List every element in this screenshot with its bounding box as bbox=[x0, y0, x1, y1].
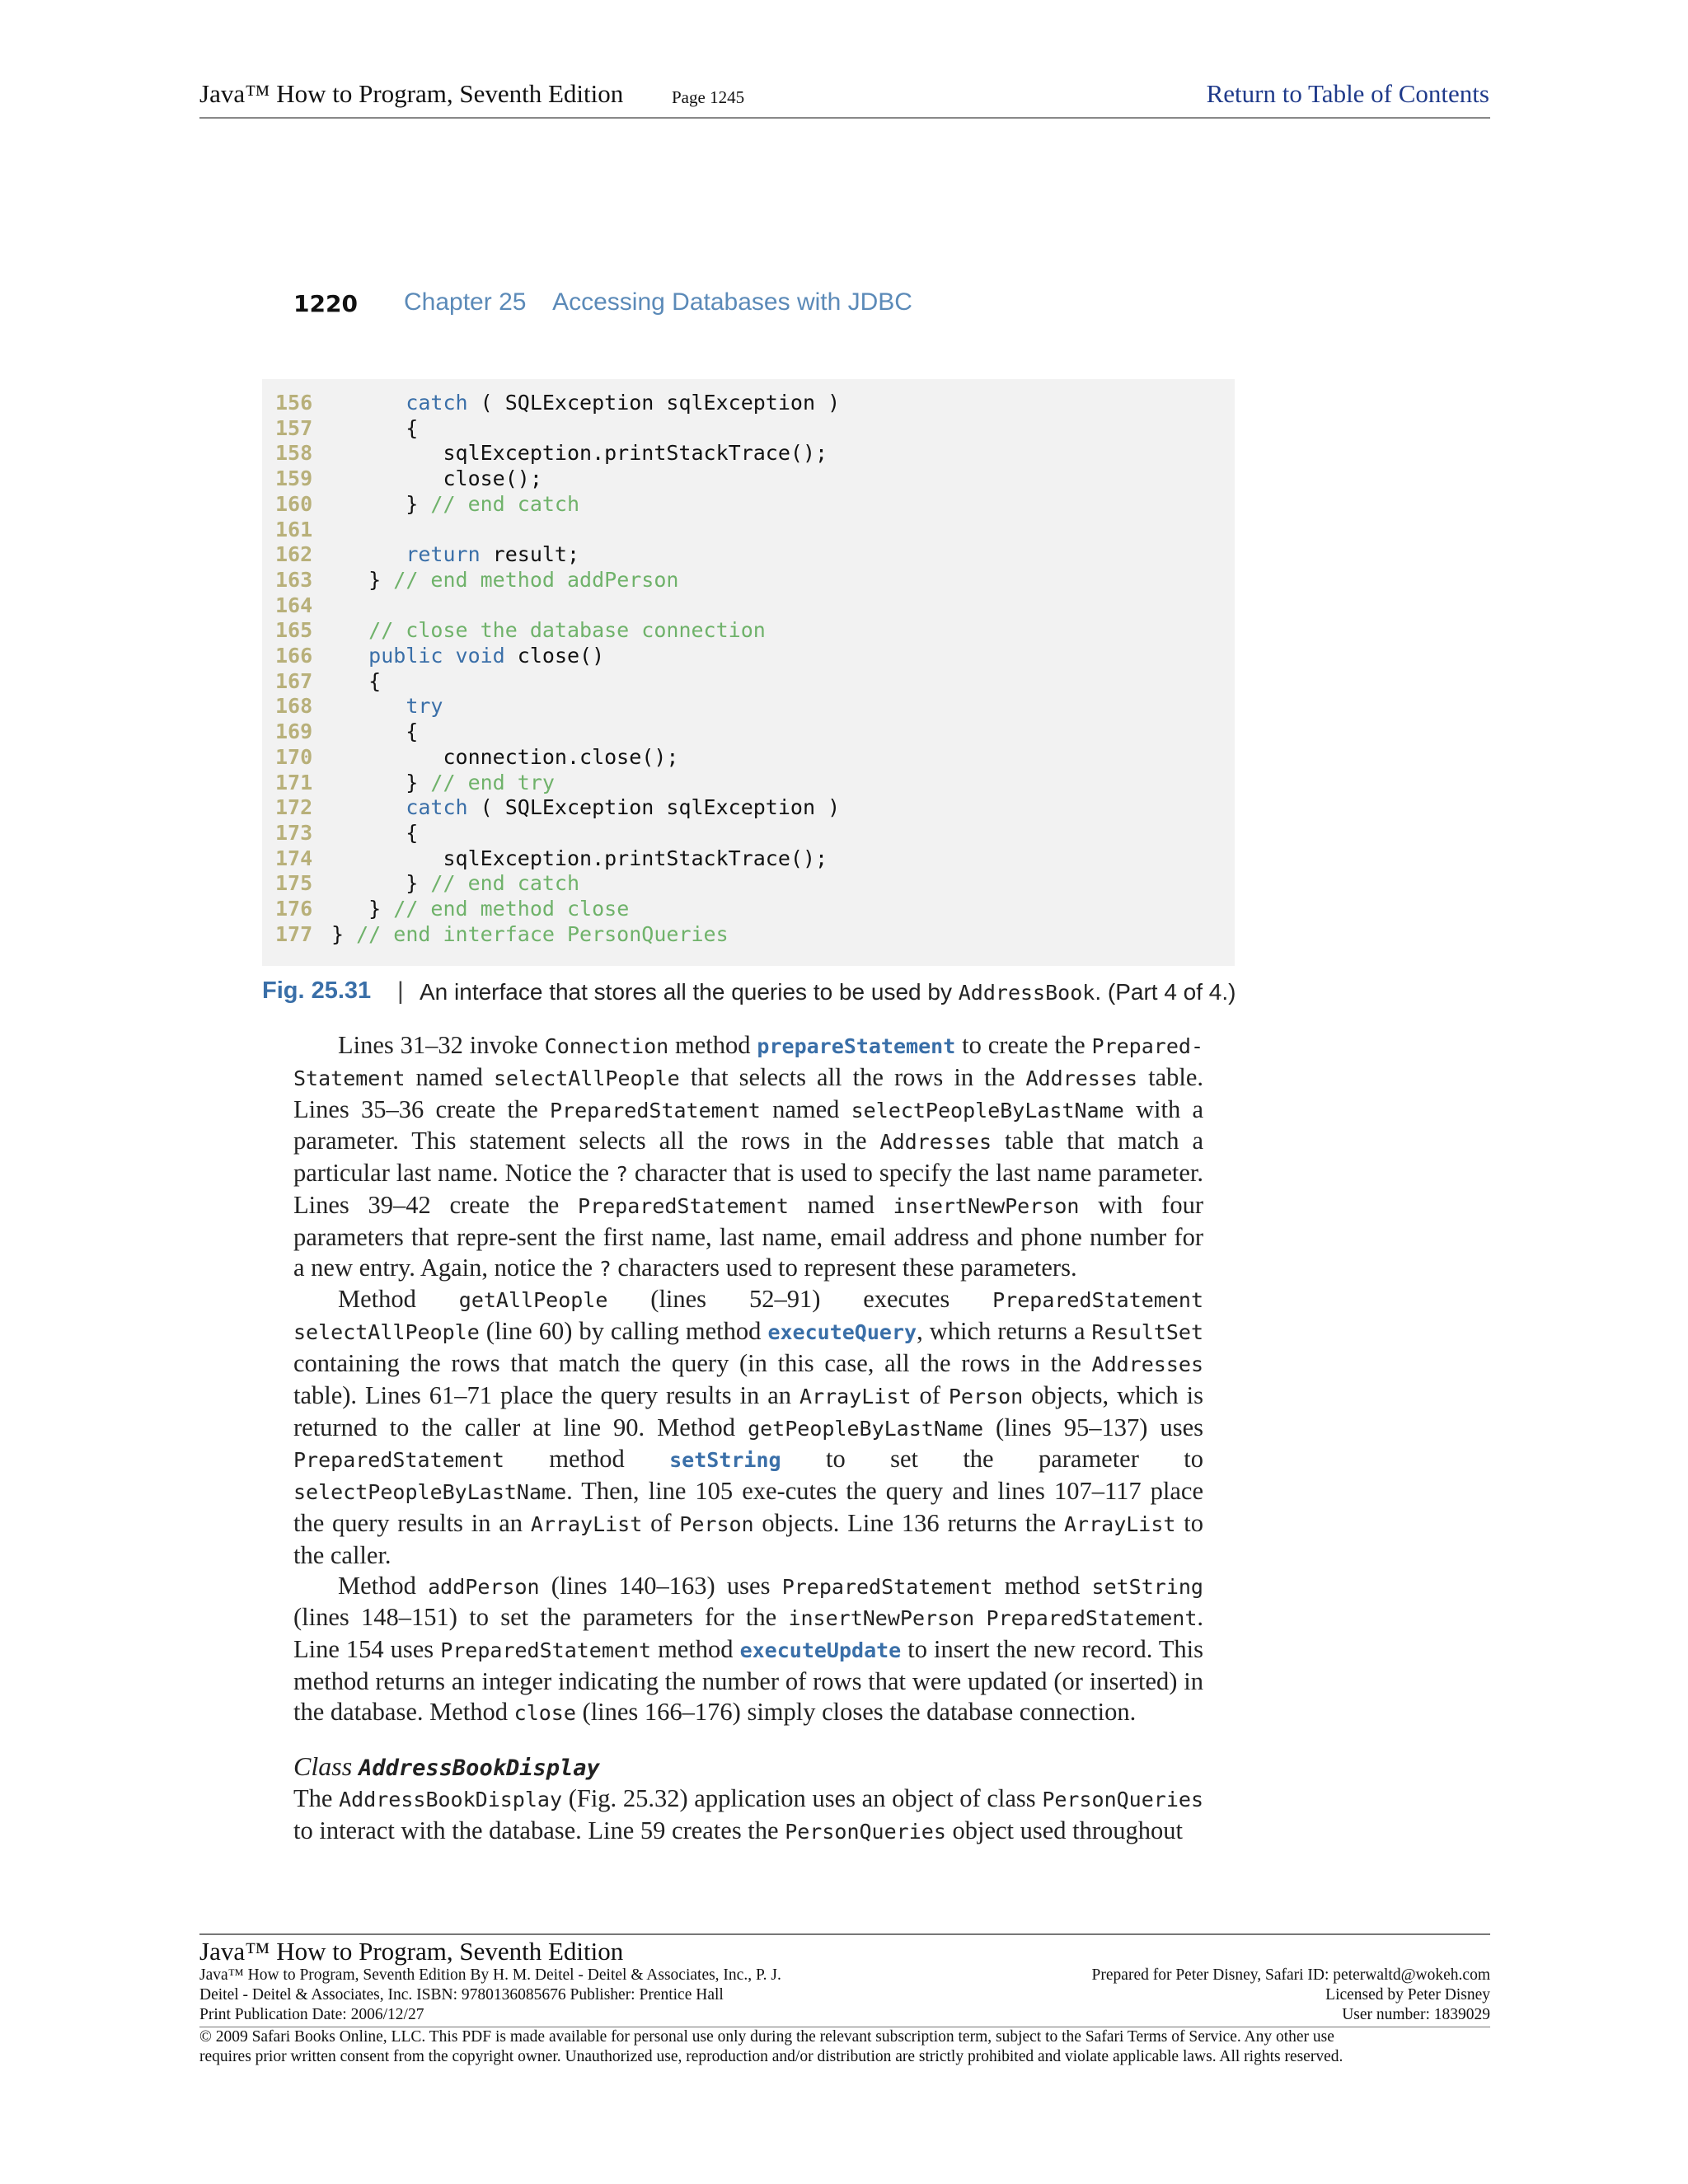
code-comment: // end method close bbox=[393, 897, 630, 921]
text-run: method bbox=[992, 1571, 1092, 1600]
code-line bbox=[275, 542, 579, 567]
code-text: result; bbox=[480, 542, 580, 567]
text-run: to insert the new record. This method returns an integer indicating the number of rows that were updated (or inserted) in the database. Method bbox=[293, 1635, 1203, 1726]
code-line bbox=[275, 922, 729, 947]
figure-caption bbox=[420, 979, 1236, 1005]
code-line bbox=[275, 518, 331, 542]
text-run: named bbox=[405, 1062, 494, 1091]
inline-code: Addresses bbox=[1025, 1066, 1137, 1090]
code-text bbox=[331, 694, 406, 718]
inline-code: PersonQueries bbox=[785, 1820, 946, 1844]
inline-code: close bbox=[513, 1700, 576, 1725]
code-line bbox=[275, 745, 678, 770]
text-run: table that match a particular last name. Notice the bbox=[293, 1127, 1203, 1188]
code-text bbox=[331, 618, 368, 642]
code-text bbox=[331, 795, 406, 819]
text-run: . Line 154 uses bbox=[293, 1603, 1204, 1664]
footer-divider bbox=[199, 1933, 1490, 1935]
text-run: . Then, line 105 exe-cutes the query and lines 107–117 place the query results in an bbox=[293, 1477, 1203, 1537]
line-number: 161 bbox=[275, 517, 313, 541]
code-text bbox=[331, 644, 368, 668]
paragraph bbox=[293, 1030, 1203, 1284]
line-number: 175 bbox=[275, 871, 313, 896]
code-keyword: catch bbox=[406, 795, 468, 820]
inline-code: addPerson bbox=[428, 1574, 540, 1599]
text-run: (line 60) by calling method bbox=[479, 1317, 768, 1346]
code-comment: // end catch bbox=[430, 491, 580, 516]
book-chapter-title: Chapter 25 Accessing Databases with JDBC bbox=[404, 288, 912, 316]
text-run: with four parameters that repre-sent the first name, last name, email address and phone number for a new entry. Again, notice the bbox=[293, 1190, 1203, 1282]
inline-code: insertNewPerson bbox=[893, 1193, 1080, 1218]
code-line bbox=[275, 897, 629, 921]
line-number: 164 bbox=[275, 593, 313, 617]
code-comment: // close the database connection bbox=[368, 618, 766, 643]
code-keyword: public void bbox=[368, 644, 505, 668]
code-keyword: return bbox=[406, 542, 481, 567]
code-text: close() bbox=[504, 644, 605, 668]
text-run: , which returns a bbox=[917, 1317, 1092, 1346]
line-number: 158 bbox=[275, 441, 313, 466]
inline-code: PersonQueries bbox=[1042, 1788, 1203, 1812]
footer-copyright-line: requires prior written consent from the copyright owner. Unauthorized use, reproduction and/or distribution are strictly prohibited and violate applicable laws. All rights reserved. bbox=[199, 2048, 1343, 2065]
text-run: table. Lines 35–36 create the bbox=[293, 1062, 1203, 1123]
text-run: object used throughout bbox=[945, 1816, 1184, 1845]
code-text: connection.close(); bbox=[331, 744, 679, 769]
line-number: 173 bbox=[275, 820, 313, 845]
inline-code: PreparedStatement bbox=[578, 1193, 789, 1218]
code-text: sqlException.printStackTrace(); bbox=[331, 441, 828, 466]
code-text: sqlException.printStackTrace(); bbox=[331, 846, 828, 870]
inline-code-highlight: prepareStatement bbox=[757, 1034, 956, 1058]
footer-publication-line: Deitel - Deitel & Associates, Inc. ISBN: 9780136085676 Publisher: Prentice Hall bbox=[199, 1986, 724, 2004]
text-run: (lines 166–176) simply closes the database connection. bbox=[575, 1697, 1137, 1726]
inline-code: PreparedStatement bbox=[986, 1606, 1198, 1631]
text-run: objects, which is returned to the caller at line 90. Method bbox=[293, 1380, 1203, 1441]
text-run: of bbox=[911, 1380, 949, 1409]
code-line bbox=[275, 492, 579, 517]
paragraph bbox=[293, 1571, 1203, 1729]
inline-code: selectAllPeople bbox=[493, 1066, 680, 1090]
code-line bbox=[275, 441, 828, 466]
inline-code: PreparedStatement bbox=[293, 1448, 504, 1473]
code-line bbox=[275, 466, 542, 491]
line-number: 176 bbox=[275, 897, 313, 921]
line-number: 177 bbox=[275, 921, 313, 946]
text-run: that selects all the rows in the bbox=[679, 1062, 1026, 1091]
code-line bbox=[275, 391, 840, 415]
code-text: } bbox=[331, 491, 431, 516]
text-run: to set the parameter to bbox=[781, 1445, 1203, 1474]
figure-label: Fig. 25.31 bbox=[262, 977, 372, 1004]
text-run: The bbox=[293, 1784, 340, 1813]
code-text: ( SQLException sqlException ) bbox=[467, 391, 841, 415]
inline-code: selectPeopleByLastName bbox=[293, 1480, 567, 1505]
code-text: } bbox=[331, 897, 394, 921]
code-text bbox=[331, 542, 406, 566]
footer-license-line: User number: 1839029 bbox=[1342, 2006, 1490, 2023]
code-line bbox=[275, 416, 418, 441]
inline-code: Prepared-Statement bbox=[293, 1034, 1203, 1090]
inline-code-highlight: setString bbox=[669, 1448, 781, 1473]
text-run: with a parameter. This statement selects all the rows in the bbox=[293, 1094, 1203, 1155]
section-heading bbox=[293, 1751, 1203, 1784]
inline-code: Addresses bbox=[879, 1130, 992, 1155]
inline-code: PreparedStatement bbox=[781, 1574, 993, 1599]
line-number: 162 bbox=[275, 542, 313, 567]
text-run bbox=[974, 1603, 986, 1631]
header-page-number: Page 1245 bbox=[672, 87, 745, 107]
code-comment: // end catch bbox=[430, 871, 580, 896]
inline-code: ArrayList bbox=[799, 1384, 912, 1408]
line-number: 166 bbox=[275, 644, 313, 668]
inline-code: Person bbox=[948, 1384, 1024, 1408]
footer-book-title: Java™ How to Program, Seventh Edition bbox=[199, 1937, 624, 1966]
text-run: character that is used to specify the last name parameter. Lines 39–42 create the bbox=[293, 1159, 1204, 1219]
figure-separator: | bbox=[397, 977, 404, 1005]
text-run: to create the bbox=[955, 1031, 1092, 1059]
inline-code: PreparedStatement bbox=[549, 1098, 761, 1122]
line-number: 165 bbox=[275, 618, 313, 643]
text-run: containing the rows that match the query (in this case, all the rows in the bbox=[293, 1348, 1092, 1377]
caption-text-end: . (Part 4 of 4.) bbox=[1095, 979, 1236, 1005]
header-book-title: Java™ How to Program, Seventh Edition bbox=[199, 79, 624, 108]
code-comment: // end try bbox=[430, 770, 555, 794]
line-number: 156 bbox=[275, 391, 313, 415]
inline-code: selectPeopleByLastName bbox=[851, 1098, 1124, 1122]
code-line bbox=[275, 618, 766, 643]
section-heading-prefix: Class bbox=[293, 1750, 359, 1781]
line-number: 157 bbox=[275, 415, 313, 440]
footer-publication-line: Print Publication Date: 2006/12/27 bbox=[199, 2006, 424, 2023]
text-run: Method bbox=[338, 1285, 459, 1314]
text-run: named bbox=[760, 1094, 851, 1123]
inline-code: AddressBookDisplay bbox=[339, 1788, 563, 1812]
line-number: 159 bbox=[275, 466, 313, 491]
inline-code: ResultSet bbox=[1091, 1320, 1204, 1345]
inline-code: ? bbox=[615, 1162, 628, 1187]
text-run: table). Lines 61–71 place the query results in an bbox=[293, 1380, 800, 1409]
code-keyword: catch bbox=[406, 391, 468, 415]
text-run: Lines 31–32 invoke bbox=[338, 1031, 545, 1059]
inline-code: getPeopleByLastName bbox=[748, 1416, 984, 1441]
line-number: 174 bbox=[275, 846, 313, 870]
line-number: 160 bbox=[275, 491, 313, 516]
text-run: objects. Line 136 returns the bbox=[753, 1508, 1064, 1537]
code-text: } bbox=[331, 770, 431, 794]
code-text: { bbox=[331, 820, 419, 845]
code-comment: // end interface PersonQueries bbox=[356, 921, 729, 946]
code-text: } bbox=[331, 871, 431, 896]
header-divider bbox=[199, 117, 1490, 119]
inline-code: ? bbox=[598, 1256, 612, 1281]
code-line bbox=[275, 719, 418, 744]
code-line bbox=[275, 669, 381, 694]
code-line bbox=[275, 694, 443, 719]
code-keyword: try bbox=[406, 694, 443, 719]
line-number: 170 bbox=[275, 744, 313, 769]
code-comment: // end method addPerson bbox=[393, 567, 679, 592]
paragraph bbox=[293, 1284, 1203, 1570]
code-line bbox=[275, 593, 331, 618]
inline-code: ArrayList bbox=[530, 1511, 643, 1536]
table-of-contents-link[interactable]: Return to Table of Contents bbox=[1206, 79, 1489, 108]
inline-code: setString bbox=[1091, 1574, 1203, 1599]
inline-code: selectAllPeople bbox=[293, 1320, 480, 1345]
line-number: 163 bbox=[275, 567, 313, 592]
book-page-number: 1220 bbox=[293, 290, 358, 317]
caption-code: AddressBook bbox=[958, 981, 1095, 1005]
code-text: } bbox=[331, 567, 394, 592]
text-run: named bbox=[788, 1190, 893, 1219]
text-run: of bbox=[642, 1508, 680, 1537]
inline-code-highlight: executeUpdate bbox=[739, 1638, 902, 1663]
inline-code: insertNewPerson bbox=[788, 1606, 975, 1631]
inline-code: Addresses bbox=[1091, 1352, 1203, 1376]
body-text bbox=[293, 1030, 1203, 1848]
inline-code: ArrayList bbox=[1064, 1511, 1176, 1536]
code-text: } bbox=[331, 921, 357, 946]
inline-code: Person bbox=[679, 1511, 754, 1536]
code-text: { bbox=[331, 415, 419, 440]
footer-license-line: Prepared for Peter Disney, Safari ID: peterwaltd@wokeh.com bbox=[1091, 1966, 1490, 1984]
code-line bbox=[275, 644, 604, 668]
text-run: Method bbox=[338, 1571, 429, 1600]
text-run: (lines 95–137) uses bbox=[983, 1413, 1203, 1441]
code-text: { bbox=[331, 719, 419, 744]
code-line bbox=[275, 795, 840, 820]
section-heading-code: AddressBookDisplay bbox=[359, 1755, 600, 1781]
text-run: method bbox=[668, 1031, 757, 1059]
text-run: (Fig. 25.32) application uses an object of class bbox=[562, 1784, 1043, 1813]
text-run: characters used to represent these parameters. bbox=[611, 1253, 1077, 1282]
line-number: 167 bbox=[275, 668, 313, 693]
footer-publication-line: Java™ How to Program, Seventh Edition By H. M. Deitel - Deitel & Associates, Inc., P. J. bbox=[199, 1966, 781, 1984]
text-run: method bbox=[651, 1635, 740, 1664]
inline-code-highlight: executeQuery bbox=[767, 1320, 917, 1345]
text-run: to interact with the database. Line 59 creates the bbox=[293, 1816, 785, 1845]
text-run: to the caller. bbox=[293, 1508, 1203, 1569]
section-paragraph bbox=[293, 1783, 1203, 1848]
code-line bbox=[275, 871, 579, 896]
footer-copyright-line: © 2009 Safari Books Online, LLC. This PDF is made available for personal use only during the relevant subscription term, subject to the Safari Terms of Service. Any other use bbox=[199, 2028, 1334, 2046]
inline-code: Connection bbox=[544, 1034, 669, 1058]
inline-code: PreparedStatement bbox=[992, 1288, 1203, 1313]
text-run: (lines 52–91) executes bbox=[607, 1285, 993, 1314]
line-number: 169 bbox=[275, 719, 313, 744]
line-number: 171 bbox=[275, 770, 313, 794]
code-line bbox=[275, 771, 555, 795]
caption-text: An interface that stores all the queries to be used by bbox=[420, 979, 959, 1005]
line-number: 168 bbox=[275, 694, 313, 719]
code-line bbox=[275, 568, 678, 593]
code-line bbox=[275, 846, 828, 871]
code-text: { bbox=[331, 668, 382, 693]
code-text bbox=[331, 391, 406, 415]
code-text: ( SQLException sqlException ) bbox=[467, 795, 841, 820]
code-text: close(); bbox=[331, 466, 542, 491]
line-number: 172 bbox=[275, 795, 313, 820]
text-run: (lines 140–163) uses bbox=[539, 1571, 782, 1600]
inline-code: PreparedStatement bbox=[440, 1638, 652, 1663]
inline-code: getAllPeople bbox=[458, 1288, 608, 1313]
footer-license-line: Licensed by Peter Disney bbox=[1325, 1986, 1490, 2004]
code-line bbox=[275, 821, 418, 846]
text-run: (lines 148–151) to set the parameters for the bbox=[293, 1603, 789, 1632]
text-run: method bbox=[504, 1445, 670, 1474]
